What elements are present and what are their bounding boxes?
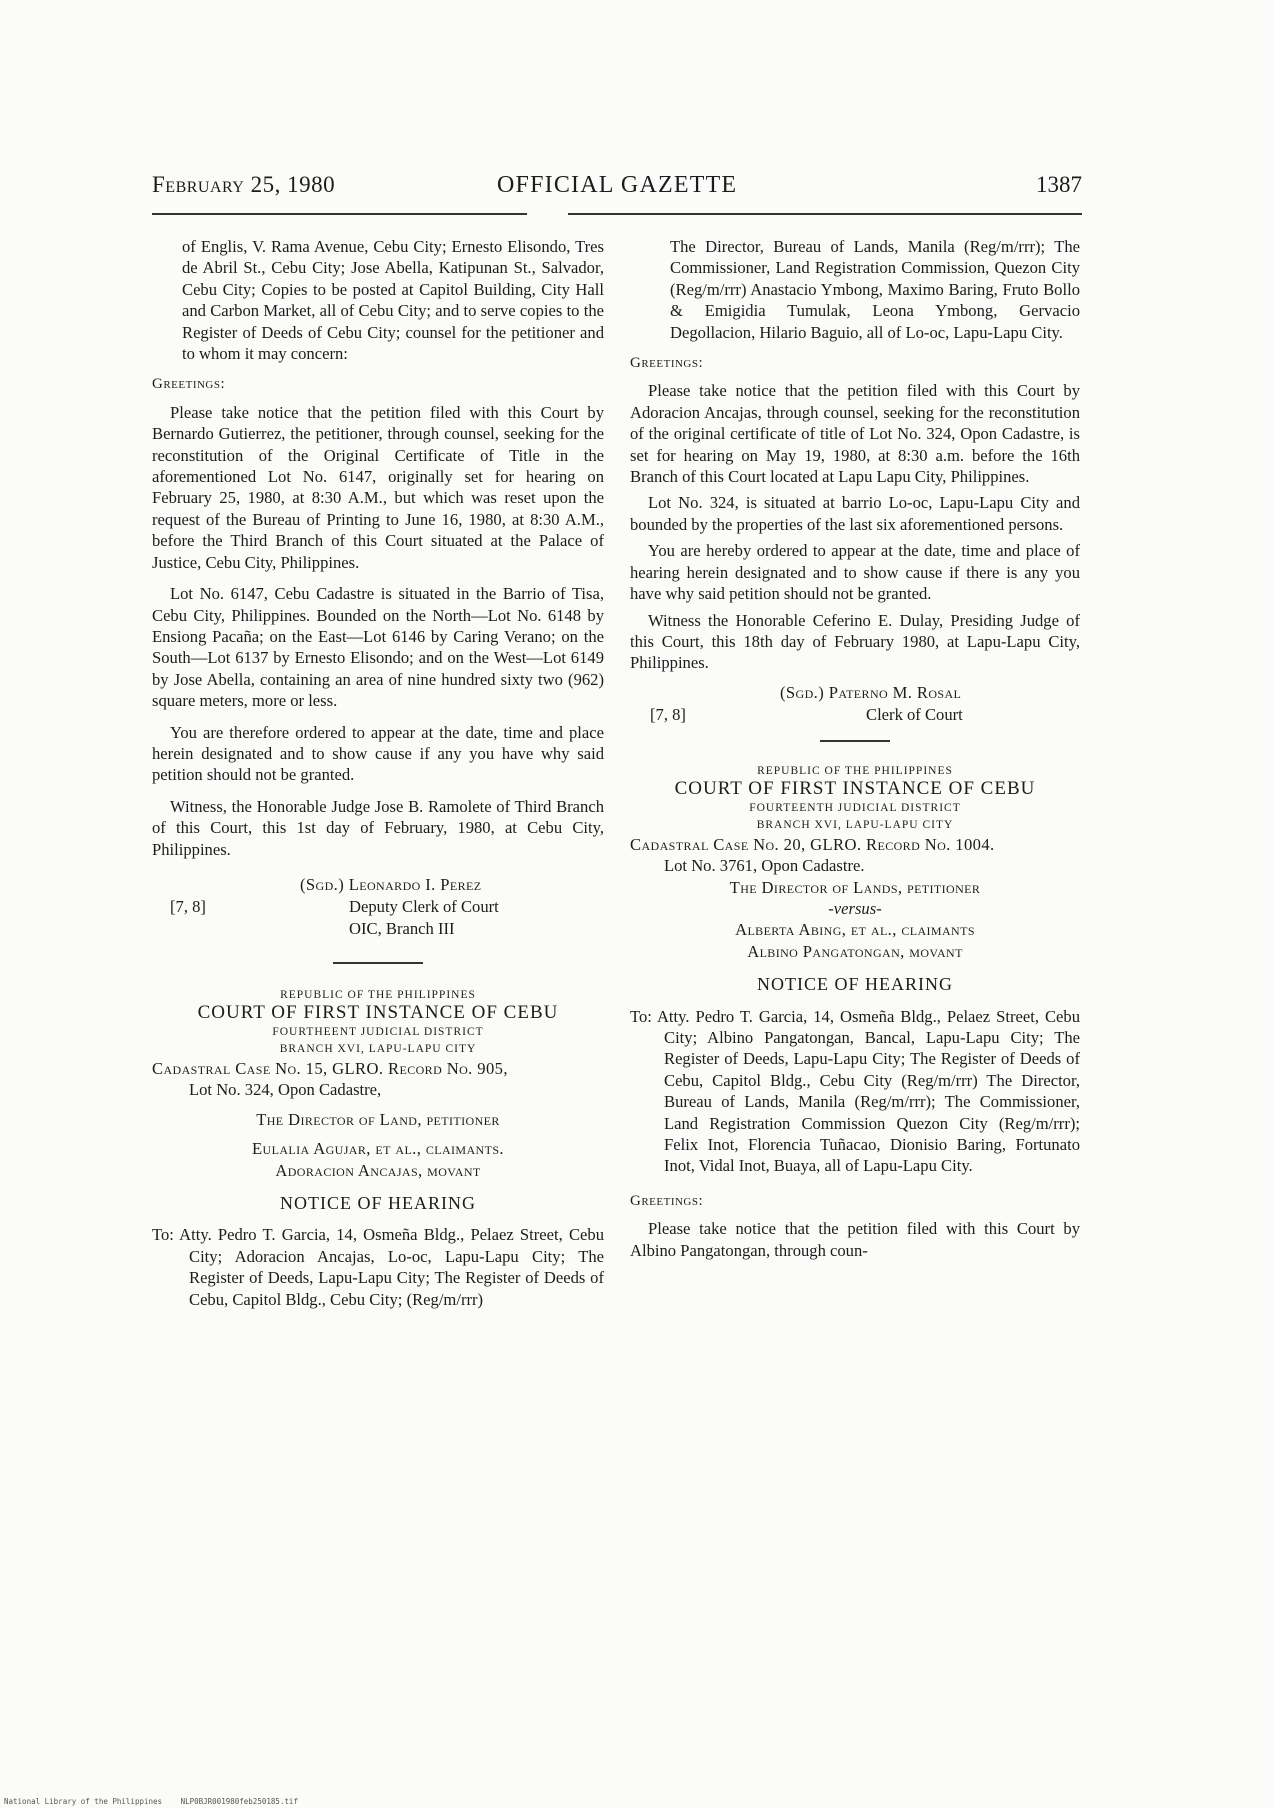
right-paragraph-2: Lot No. 324, is situated at barrio Lo-oc, Lapu-Lapu City and bounded by the properties of the last six aforementioned persons.: [630, 493, 1080, 534]
notice-3-greetings: Greetings:: [630, 1192, 704, 1209]
header-rule-left: [152, 213, 527, 215]
notice-3-branch: BRANCH XVI, LAPU-LAPU CITY: [756, 818, 954, 831]
notice-2-case-number: Cadastral Case No. 15, GLRO. Record No. 905,: [152, 1058, 508, 1078]
left-paragraph-3: You are therefore ordered to appear at the date, time and place herein designated and to show cause if any you have why said petition should not be granted.: [152, 722, 604, 785]
notice-3-title: NOTICE OF HEARING: [757, 974, 953, 995]
notice-2-republic: REPUBLIC OF THE PHILIPPINES: [280, 988, 476, 1001]
notice-3-case-number: Cadastral Case No. 20, GLRO. Record No. 1004.: [630, 834, 995, 854]
notice-3-paragraph-1: Please take notice that the petition filed with this Court by Albino Pangatongan, through coun-: [630, 1219, 1080, 1260]
right-signature-block: [630, 682, 1080, 730]
right-paragraph-4: Witness the Honorable Ceferino E. Dulay, Presiding Judge of this Court, this 18th day of February 1980, at Lapu-Lapu City, Philippines.: [630, 610, 1080, 673]
notice-3-petitioner: The Director of Lands, petitioner: [729, 877, 981, 897]
notice-3-republic: REPUBLIC OF THE PHILIPPINES: [757, 764, 953, 777]
page-number: 1387: [1036, 172, 1082, 197]
notice-3-court: COURT OF FIRST INSTANCE OF CEBU: [674, 777, 1036, 799]
right-signer-title: Clerk of Court: [866, 704, 963, 724]
notice-3-district: FOURTEENTH JUDICIAL DISTRICT: [749, 801, 961, 814]
notice-3-lot: Lot No. 3761, Opon Cadastre.: [664, 856, 865, 876]
notice-2: [152, 988, 604, 1310]
notice-2-court: COURT OF FIRST INSTANCE OF CEBU: [197, 1001, 559, 1023]
issue-date: February 25, 1980: [152, 172, 336, 197]
left-signature-block: [152, 874, 604, 940]
notice-3-versus: -versus-: [828, 898, 882, 918]
left-issue-reference: [7, 8]: [170, 896, 206, 916]
left-paragraph-1: Please take notice that the petition filed with this Court by Bernardo Gutierrez, the petitioner, through counsel, seeking for the reconstitution of the Original Certificate of Title in the aforementioned Lot No. 6147, originally set for hearing on February 25, 1980, at 8:30 A.M., but which was reset upon the request of the Bureau of Printing to June 16, 1980, at 8:30 A.M., before the Third Branch of this Court situated at the Palace of Justice, Cebu City, Philippines.: [152, 402, 604, 572]
scan-footer: [4, 1797, 312, 1806]
right-signer-name: (Sgd.) Paterno M. Rosal: [780, 682, 962, 702]
left-paragraph-4: Witness, the Honorable Judge Jose B. Ramolete of Third Branch of this Court, this 1st day of February, 1980, at Cebu City, Philippines.: [152, 796, 604, 859]
notice-3-claimants: Alberta Abing, et al., claimants: [735, 920, 975, 940]
notice-2-addressees: To: Atty. Pedro T. Garcia, 14, Osmeña Bldg., Pelaez Street, Cebu City; Adoracion Ancajas, Lo-oc, Lapu-Lapu City; The Register of Deeds, Lapu-Lapu City; The Register of Deeds of Cebu, Capitol Bldg., Cebu City; (Reg/m/rrr): [152, 1225, 604, 1309]
notice-2-title: NOTICE OF HEARING: [280, 1193, 476, 1213]
notice-3-addressees: To: Atty. Pedro T. Garcia, 14, Osmeña Bldg., Pelaez Street, Cebu City; Albino Pangatongan, Bancal, Lapu-Lapu City; The Register of Deeds, Lapu-Lapu City; The Register of Deeds of Cebu, Capitol Bldg., Cebu City (Reg/m/rrr) The Director, Bureau of Lands, Manila (Reg/m/rrr); The Commissioner, Land Registration Commission Quezon City (Reg/m/rrr); Felix Inot, Florencia Tuñacao, Dionisio Baring, Fortunato Inot, Vidal Inot, Buaya, all of Lapu-Lapu City.: [630, 1006, 1080, 1176]
notice-3: [630, 764, 1080, 1261]
notice-3-movant: Albino Pangatongan, movant: [747, 941, 963, 961]
notice-2-claimants: Eulalia Agujar, et al., claimants.: [252, 1139, 504, 1159]
notice-2-branch: BRANCH XVI, LAPU-LAPU CITY: [279, 1042, 477, 1055]
left-signer-name: (Sgd.) Leonardo I. Perez: [300, 874, 482, 894]
right-continued-text: The Director, Bureau of Lands, Manila (Reg/m/rrr); The Commissioner, Land Registration Commission, Quezon City (Reg/m/rrr) Anastacio Ymbong, Maximo Baring, Fruto Bollo & Emigidia Tumulak, Leona Ymbong, Gervacio Degollacion, Hilario Baguio, all of Lo-oc, Lapu-Lapu City.: [670, 237, 1080, 342]
left-signer-office: OIC, Branch III: [349, 918, 455, 938]
right-paragraph-3: You are hereby ordered to appear at the date, time and place of hearing herein designated and to show cause if there is any you have why said petition should not be granted.: [630, 541, 1080, 604]
left-signer-title: Deputy Clerk of Court: [349, 896, 499, 916]
notice-2-district: FOURTHEENT JUDICIAL DISTRICT: [272, 1025, 484, 1038]
notice-2-petitioner: The Director of Land, petitioner: [256, 1109, 500, 1129]
footer-library: National Library of the Philippines: [4, 1797, 163, 1806]
left-paragraph-2: Lot No. 6147, Cebu Cadastre is situated in the Barrio of Tisa, Cebu City, Philippines. Bounded on the North—Lot No. 6148 by Ensiong Pacaña; on the East—Lot 6146 by Caring Verano; on the South—Lot 6137 by Ernesto Elisondo; and on the West—Lot 6149 by Jose Abella, containing an area of nine hundred sixty two (962) square meters, more or less.: [152, 584, 604, 711]
left-section-divider: [333, 962, 423, 964]
publication-title: OFFICIAL GAZETTE: [497, 172, 738, 198]
right-greetings: Greetings:: [630, 355, 704, 372]
notice-2-movant: Adoracion Ancajas, movant: [275, 1160, 481, 1180]
footer-filename: NLP0BJR001980feb250185.tif: [180, 1797, 298, 1806]
right-issue-reference: [7, 8]: [650, 704, 686, 724]
notice-2-lot: Lot No. 324, Opon Cadastre,: [189, 1080, 382, 1100]
left-continued-text: of Englis, V. Rama Avenue, Cebu City; Ernesto Elisondo, Tres de Abril St., Cebu City; Jose Abella, Katipunan St., Salvador, Cebu City; Copies to be posted at Capitol Building, City Hall and Carbon Market, all of Cebu City; and to serve copies to the Register of Deeds of Cebu City; counsel for the petitioner and to whom it may concern:: [182, 237, 604, 364]
left-column: [152, 236, 604, 1315]
right-section-divider: [820, 740, 890, 742]
left-greetings: Greetings:: [152, 376, 226, 393]
header-rule-right: [568, 213, 1082, 215]
right-paragraph-1: Please take notice that the petition filed with this Court by Adoracion Ancajas, through counsel, seeking for the reconstitution of the original certificate of title of Lot No. 324, Opon Cadastre, is set for hearing on May 19, 1980, at 8:30 a.m. before the 16th Branch of this Court located at Lapu Lapu City, Philippines.: [630, 381, 1080, 487]
page-header: [152, 172, 1082, 212]
right-column: [630, 236, 1080, 1266]
